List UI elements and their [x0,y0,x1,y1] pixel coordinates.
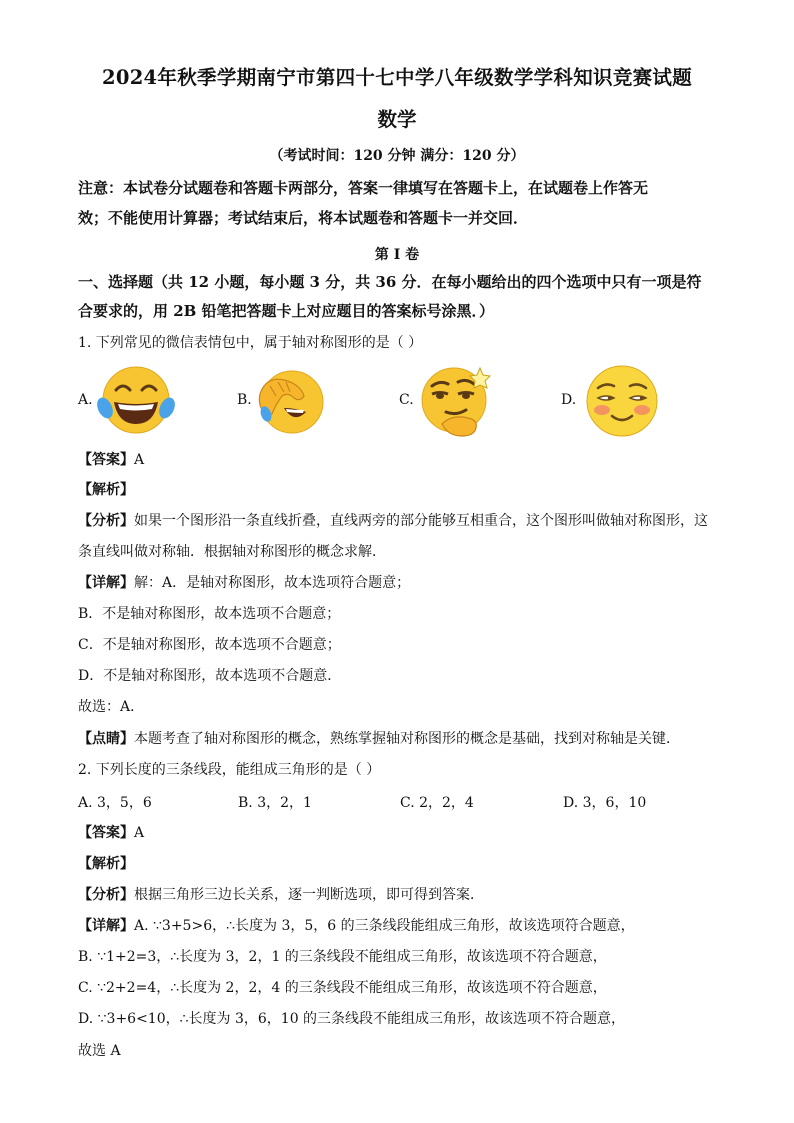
q1-xiangjie-line-4: D．不是轴对称图形，故本选项不合题意． [78,668,342,684]
smirk-thinking-emoji [418,362,498,440]
q2-xiangjie-line-2: B. ∵1+2=3，∴长度为 3，2，1 的三条线段不能组成三角形，故该选项不符合题意， [78,949,607,965]
q1-dianjing: 【点睛】本题考查了轴对称图形的概念，熟练掌握轴对称图形的概念是基础，找到对称轴是关键． [78,731,680,747]
volume-heading: 第 I 卷 [374,247,420,263]
subject-title: 数学 [377,108,417,131]
q1-option-a-label: A. [78,392,93,408]
answer-value: A [134,452,145,468]
note-line-1: 注意：本试卷分试题卷和答题卡两部分，答案一律填写在答题卡上，在试题卷上作答无 [78,179,649,197]
facepalm-laughing-emoji [256,364,326,436]
exam-info: （考试时间：120 分钟 满分：120 分） [269,148,525,164]
q1-conclusion: 故选：A． [78,699,145,715]
q2-fenxi: 【分析】根据三角形三边长关系，逐一判断选项，即可得到答案． [78,887,484,903]
q2-choice-c: C. 2，2，4 [400,795,474,811]
q2-stem: 2. 下列长度的三条线段，能组成三角形的是（ ） [78,762,381,778]
q1-option-d-label: D. [561,392,577,408]
q1-answer [78,450,728,470]
q1-xiangjie-line-1: 【详解】解：A．是轴对称图形，故本选项符合题意； [78,575,411,591]
q2-choice-d: D. 3，6，10 [563,795,647,811]
q1-option-c-label: C. [399,392,414,408]
q1-xiangjie-line-2: B．不是轴对称图形，故本选项不合题意； [78,606,341,622]
q2-xiangjie-line-4: D. ∵3+6<10，∴长度为 3，6，10 的三条线段不能组成三角形，故该选项不符合题意， [78,1011,626,1027]
tears-of-joy-emoji [96,364,176,436]
answer-tag: 【答案】 [78,452,134,468]
q2-xiangjie-line-1: 【详解】A. ∵3+5>6，∴长度为 3，5，6 的三条线段能组成三角形，故该选项符合题意， [78,918,635,934]
q2-choice-b: B. 3，2，1 [238,795,312,811]
q1-fenxi-line-1: 【分析】如果一个图形沿一条直线折叠，直线两旁的部分能够互相重合，这个图形叫做轴对称图形，这 [78,513,708,529]
q2-answer: 【答案】A [78,825,145,841]
q2-conclusion: 故选 A [78,1043,121,1059]
smiling-blush-emoji [582,362,662,440]
page-title: 2024年秋季学期南宁市第四十七中学八年级数学学科知识竞赛试题 [101,66,693,89]
note-line-2: 效；不能使用计算器；考试结束后，将本试题卷和答题卡一并交回． [78,209,529,227]
q1-analysis-tag: 【解析】 [78,482,134,498]
q2-analysis-tag: 【解析】 [78,856,134,872]
q1-stem: 1. 下列常见的微信表情包中，属于轴对称图形的是（ ） [78,335,423,351]
q2-choice-a: A. 3，5，6 [78,795,152,811]
q1-xiangjie-line-3: C．不是轴对称图形，故本选项不合题意； [78,637,341,653]
q1-option-b-label: B. [237,392,252,408]
q2-xiangjie-line-3: C. ∵2+2=4，∴长度为 2，2，4 的三条线段不能组成三角形，故该选项不符合题意， [78,980,607,996]
section-line-2: 合要求的，用 2B 铅笔把答题卡上对应题目的答案标号涂黑．） [78,302,495,320]
q1-fenxi-line-2: 条直线叫做对称轴．根据轴对称图形的概念求解． [78,544,386,560]
section-line-1: 一、选择题（共 12 小题，每小题 3 分，共 36 分．在每小题给出的四个选项中只有一项是符 [78,273,702,291]
